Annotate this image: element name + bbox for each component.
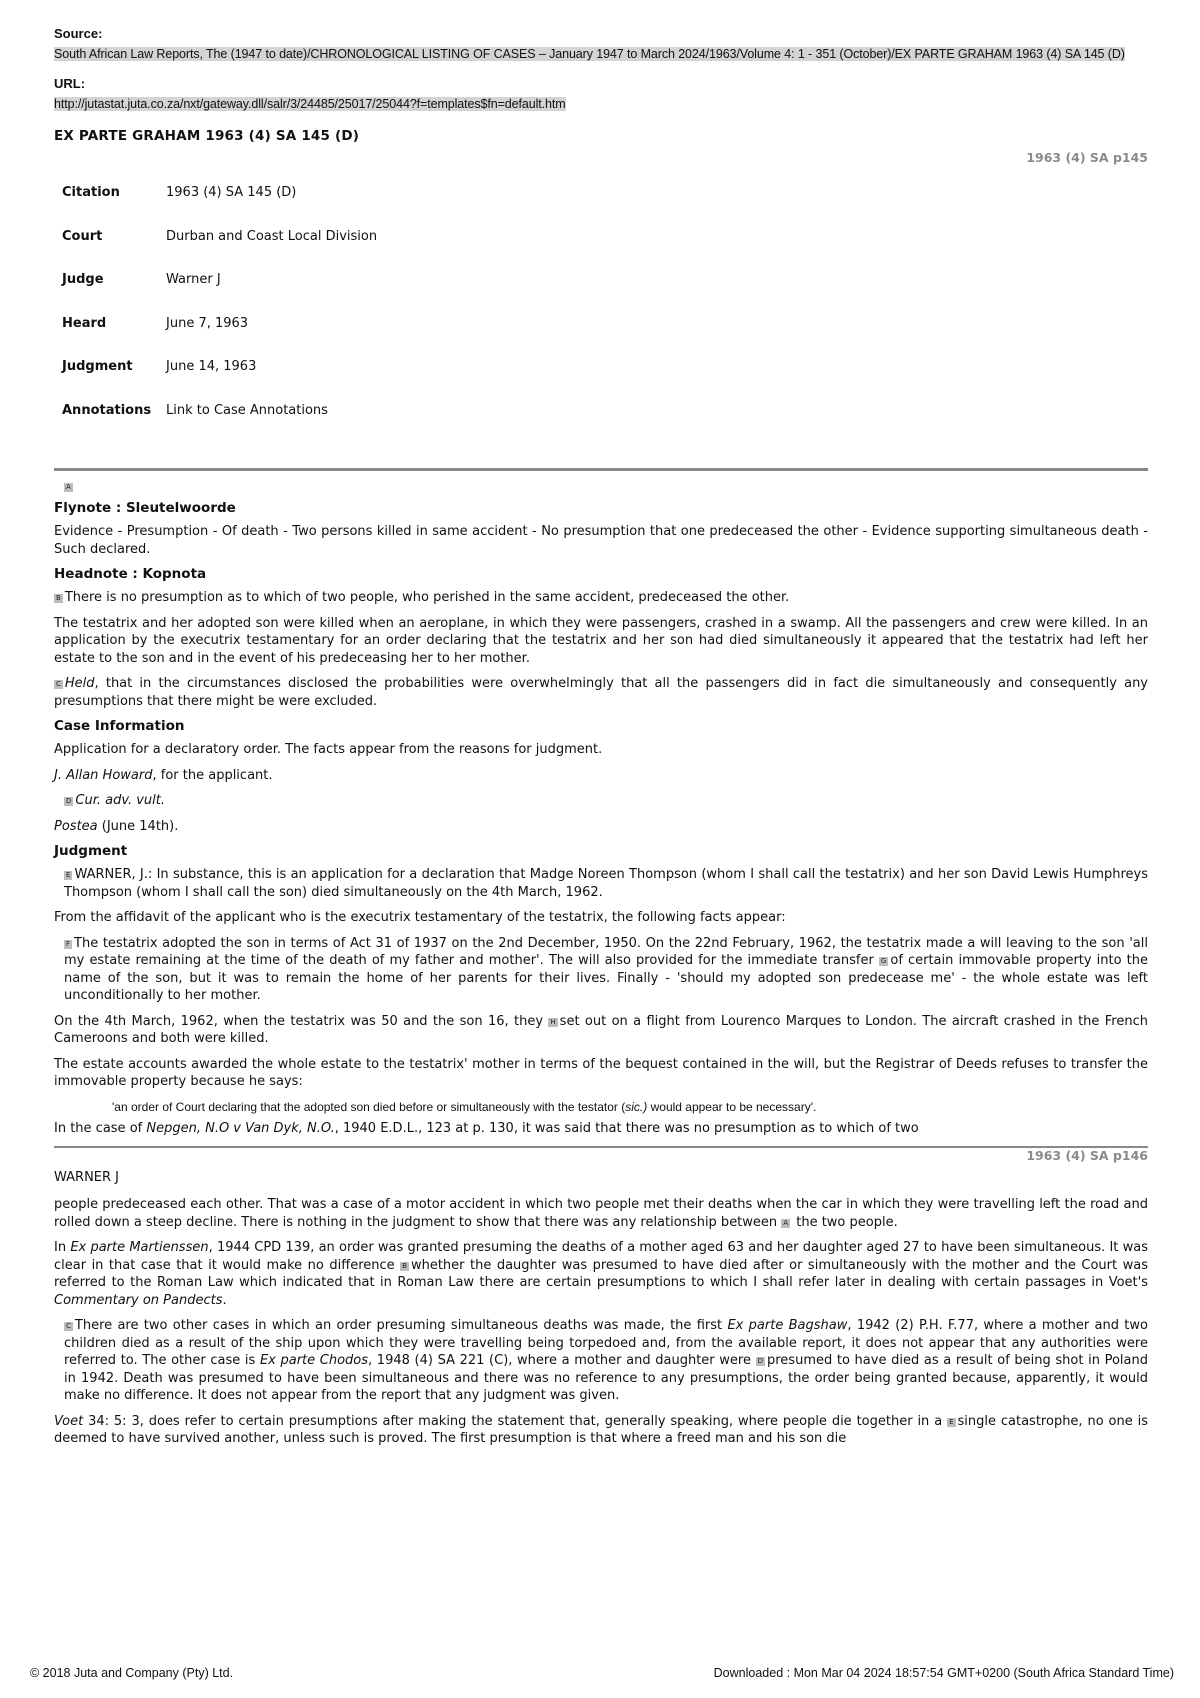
text-span: , that in the circumstances disclosed the probabilities were overwhelmingly that all the passengers did in fact die simultaneously and consequently any presumptions that there might be were excluded. <box>54 676 1148 709</box>
margin-marker-d: D <box>757 1357 763 1365</box>
text-span: the two people. <box>792 1214 898 1230</box>
text-span: The testatrix adopted the son in terms of Act 31 of 1937 on the 2nd December, 1950. On the 22nd February, 1962, the testatrix made a will leaving to the son 'all my estate remaining at the time of the death of my father and mother'. The will also provided for the immediate transfer <box>64 935 1148 968</box>
case-info-heading: Case Information <box>54 718 185 734</box>
meta-key: Annotations <box>62 402 152 418</box>
margin-marker-d: D <box>66 797 72 805</box>
text-span: , 1944 CPD 139, an order was granted presuming the deaths of a mother aged 63 and her daughter aged 27 to have been simultaneous. It was clear in that case that it would make no difference <box>54 1240 1148 1273</box>
page-reference-146: 1963 (4) SA p146 <box>1026 1147 1148 1163</box>
italic-span: Cur. adv. vult. <box>75 793 166 808</box>
footer-copyright: © 2018 Juta and Company (Pty) Ltd. <box>30 1666 234 1680</box>
meta-row-citation <box>62 185 377 229</box>
text-span: would appear to be necessary'. <box>647 1099 817 1114</box>
url-link[interactable]: http://jutastat.juta.co.za/nxt/gateway.dll/salr/3/24485/25017/25044?f=templates$fn=default.htm <box>54 97 566 111</box>
judgment-paragraph-5: The estate accounts awarded the whole estate to the testatrix' mother in terms of the bequest contained in the will, but the Registrar of Deeds refuses to transfer the immovable property because he says: <box>54 1056 1148 1089</box>
meta-value: June 14, 1963 <box>166 359 257 374</box>
flynote-heading: Flynote : Sleutelwoorde <box>54 500 236 516</box>
annotations-link[interactable]: Link to Case Annotations <box>166 402 328 418</box>
judgment-paragraph-2: From the affidavit of the applicant who is the executrix testamentary of the testatrix, the following facts appear: <box>54 910 786 925</box>
text-span: There are two other cases in which an order presuming simultaneous deaths was made, the first <box>74 1318 728 1333</box>
margin-marker-g: G <box>880 957 887 965</box>
url-block <box>54 76 1148 112</box>
margin-marker-f: F <box>66 939 71 948</box>
text-span: people predeceased each other. That was a case of a motor accident in which two people met their deaths when the car in which they were travelling left the road and rolled down a steep decline. There is nothing in the judgment to show that there was any relationship between <box>54 1197 1148 1230</box>
headnote-paragraph-2: The testatrix and her adopted son were killed when an aeroplane, in which they were passengers, crashed in a swamp. All the passengers and crew were killed. In an application by the executrix testamentary for an order declaring that the testatrix and her son had died simultaneously it appeared that the testatrix had left her estate to the son and in the event of his predeceasing her to her mother. <box>54 615 1148 666</box>
judgment-paragraph-6 <box>54 1120 1148 1138</box>
margin-marker-h: H <box>550 1017 556 1026</box>
text-span: , 1942 (2) P.H. F.77, where a mother and two children died as a result of the ship upon which they were travelling being torpedoed and, from the available report, it does not appear that any authorities were referred to. The other case is <box>64 1318 1148 1368</box>
case-title: EX PARTE GRAHAM 1963 (4) SA 145 (D) <box>54 128 360 144</box>
running-head: WARNER J <box>54 1169 120 1185</box>
meta-key: Judge <box>62 272 104 287</box>
text-span: , for the applicant. <box>152 767 273 783</box>
text-span: of certain immovable property into the name of the son, but it was to remain the home of her parents for their lives. Finally - 'should my adopted son predecease me' - the whole estate was left unconditionally to her mother. <box>64 953 1149 1003</box>
source-label: Source: <box>54 26 103 41</box>
meta-row-annotations <box>62 403 377 447</box>
margin-marker-e: E <box>949 1417 954 1426</box>
margin-marker-b: B <box>402 1261 407 1270</box>
meta-row-judgment <box>62 359 377 403</box>
registrar-quote <box>112 1099 1148 1117</box>
case-name: Ex parte Martienssen <box>70 1240 209 1255</box>
footer-downloaded: Downloaded : Mon Mar 04 2024 18:57:54 GMT+0200 (South Africa Standard Time) <box>713 1666 1174 1680</box>
meta-row-court <box>62 229 377 273</box>
meta-value: Durban and Coast Local Division <box>166 228 378 244</box>
judgment-paragraph-1 <box>54 866 1148 901</box>
judgment-paragraph-4 <box>54 1013 1148 1048</box>
italic-span: Held <box>64 676 95 691</box>
margin-marker-b: B <box>56 594 61 602</box>
text-span: set out on a flight from Lourenco Marques to London. The aircraft crashed in the French Cameroons and both were killed. <box>54 1013 1148 1046</box>
margin-marker-row <box>54 475 1148 494</box>
margin-marker-a: A <box>66 483 71 491</box>
case-info-paragraph: Application for a declaratory order. The facts appear from the reasons for judgment. <box>54 742 603 757</box>
meta-key: Court <box>62 228 103 244</box>
text-span: presumed to have died as a result of being shot in Poland in 1942. Death was presumed to have been simultaneous and there was no reference to any presumptions, the order being granted because, apparently, it would make no difference. It does not appear from the report that any judgment was given. <box>64 1353 1148 1403</box>
margin-marker-e: E <box>66 871 71 879</box>
case-name: Nepgen, N.O v Van Dyk, N.O. <box>146 1121 335 1136</box>
case-name: Ex parte Bagshaw <box>727 1318 848 1333</box>
case-name: Ex parte Chodos <box>259 1353 369 1368</box>
counsel-line <box>54 767 1148 785</box>
meta-value: June 7, 1963 <box>166 315 249 331</box>
meta-key: Citation <box>62 185 120 200</box>
margin-marker-a: A <box>783 1218 789 1227</box>
meta-value: Warner J <box>166 272 221 287</box>
document-page <box>54 26 1148 1456</box>
headnote-paragraph-1 <box>54 589 1148 607</box>
text-span: In <box>54 1240 71 1255</box>
source-block <box>54 26 1148 62</box>
text-span: On the 4th March, 1962, when the testatrix was 50 and the son 16, they <box>54 1013 549 1029</box>
meta-row-judge <box>62 272 377 316</box>
page2-paragraph-3 <box>54 1317 1148 1405</box>
page-reference-145: 1963 (4) SA p145 <box>1026 150 1148 165</box>
judgment-paragraph-3 <box>54 935 1148 1005</box>
headnote-heading: Headnote : Kopnota <box>54 566 207 582</box>
text-span: single catastrophe, no one is deemed to have survived another, unless such is proved. The first presumption is that where a freed man and his son die <box>54 1413 1149 1446</box>
cav-line <box>54 792 1148 810</box>
page2-paragraph-4 <box>54 1413 1148 1448</box>
source-text: South African Law Reports, The (1947 to date)/CHRONOLOGICAL LISTING OF CASES – January 1947 to March 2024/1963/Volume 4: 1 - 351 (October)/EX PARTE GRAHAM 1963 (4) SA 145 (D) <box>54 47 1125 61</box>
flynote-text: Evidence - Presumption - Of death - Two persons killed in same accident - No presumption that one predeceased the other - Evidence supporting simultaneous death - Such declared. <box>54 524 1148 557</box>
page2-paragraph-1 <box>54 1196 1148 1231</box>
text-span: There is no presumption as to which of two people, who perished in the same accident, predeceased the other. <box>64 590 790 605</box>
text-span: WARNER, J.: In substance, this is an application for a declaration that Madge Noreen Thompson (whom I shall call the testatrix) and her son David Lewis Humphreys Thompson (whom I shall call the son) died simultaneously on the 4th March, 1962. <box>64 867 1148 900</box>
headnote-paragraph-3 <box>54 675 1148 710</box>
case-metadata-table <box>62 185 377 446</box>
margin-marker-c: C <box>56 680 61 688</box>
text-span: , 1948 (4) SA 221 (C), where a mother and daughter were <box>368 1353 756 1368</box>
postea-line <box>54 818 1148 836</box>
meta-key: Heard <box>62 315 107 331</box>
page2-paragraph-2 <box>54 1239 1148 1309</box>
author-name: Voet <box>54 1413 84 1429</box>
italic-span: sic.) <box>625 1099 648 1114</box>
text-span: In the case of <box>54 1121 147 1136</box>
italic-span: Postea <box>54 818 98 834</box>
text-span: , 1940 E.D.L., 123 at p. 130, it was said that there was no presumption as to which of two <box>334 1121 919 1136</box>
text-span: . <box>222 1292 227 1308</box>
meta-row-heard <box>62 316 377 360</box>
text-span: 'an order of Court declaring that the adopted son died before or simultaneously with the testator ( <box>112 1099 626 1114</box>
section-divider <box>54 468 1148 471</box>
margin-marker-c: C <box>66 1322 71 1330</box>
url-label: URL: <box>54 76 86 91</box>
text-span: 34: 5: 3, does refer to certain presumptions after making the statement that, generally speaking, where people die together in a <box>83 1413 948 1429</box>
judgment-heading: Judgment <box>54 843 128 859</box>
text-span: (June 14th). <box>97 818 179 834</box>
meta-key: Judgment <box>62 359 133 374</box>
book-title: Commentary on Pandects <box>54 1292 223 1308</box>
text-span: whether the daughter was presumed to have died after or simultaneously with the mother and the Court was referred to the Roman Law which indicated that in Roman Law there are certain presumptions to which I shall refer later in dealing with certain passages in Voet's <box>54 1257 1148 1290</box>
meta-value: 1963 (4) SA 145 (D) <box>166 185 297 200</box>
counsel-name: J. Allan Howard <box>54 767 153 783</box>
